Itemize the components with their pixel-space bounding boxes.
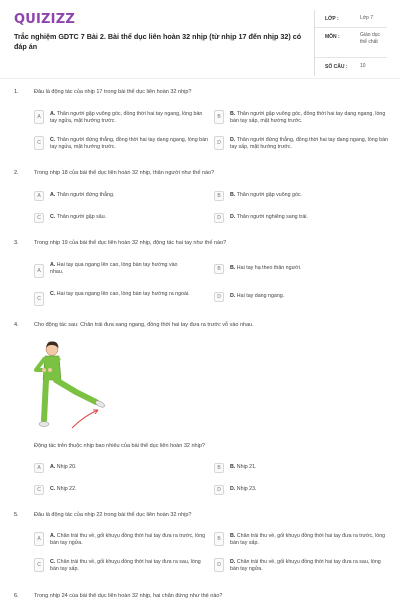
option-letter: D [214, 292, 224, 302]
question-1 [14, 89, 386, 159]
exercise-figure [14, 340, 134, 432]
option-text: Thân người gập vuông góc, đồng thời hai tay dang ngang, lòng bàn tay sấp, mặt hướng trước. [230, 111, 386, 124]
option-text: Thân người nghiêng sang trái. [236, 214, 308, 220]
question-6 [14, 593, 386, 600]
meta-lop-value: Lớp 7 [360, 15, 374, 21]
option-key: D. [230, 559, 236, 565]
option-text: Nhịp 20. [56, 464, 77, 470]
question-number: 3. [14, 240, 19, 246]
option-letter: D [214, 136, 224, 150]
question-3 [14, 240, 386, 310]
option-letter: A [34, 110, 44, 124]
question-text: Trong nhịp 24 của bài thể dục liên hoàn 32 nhịp, hai chân đứng như thế nào? [34, 593, 223, 599]
option-text: Nhịp 22. [56, 486, 77, 492]
question-text: Trong nhịp 18 của bài thể dục liên hoàn 32 nhịp, thân người như thế nào? [34, 170, 215, 176]
worksheet-title: Trắc nghiệm GDTC 7 Bài 2. Bài thể dục liên hoàn 32 nhịp (từ nhịp 17 đến nhịp 32) có đáp án [14, 32, 302, 51]
option-letter: A [34, 532, 44, 546]
option-letter: D [214, 213, 224, 223]
option-letter: B [214, 264, 224, 274]
option-text: Thân người gập vuông góc, đồng thời hai tay ngang, lòng bàn tay ngửa, mặt hướng trước. [50, 111, 203, 124]
option-letter: C [34, 558, 44, 572]
meta-lop-label: LỚP : [325, 16, 339, 22]
option-text: Chân trái thu về, gối khuỵu đồng thời hai tay đưa ra trước, lòng bàn tay ngửa. [50, 533, 206, 546]
question-5 [14, 512, 386, 582]
option-key: C. [50, 291, 56, 297]
option-text: Thân người gập sâu. [56, 214, 107, 220]
question-text: Cho động tác sau: Chân trái đưa sang ngang, đồng thời hai tay đưa ra trước vỗ vào nhau. [34, 322, 254, 328]
option-text: Hai tay qua ngang lên cao, lòng bàn tay hướng ra ngoài. [56, 291, 190, 297]
option-letter: D [214, 485, 224, 495]
option-letter: D [214, 558, 224, 572]
quizizz-logo: QUIZIZZ [14, 12, 75, 27]
option-letter: B [214, 463, 224, 473]
option-key: B. [230, 111, 236, 117]
meta-panel [314, 10, 386, 76]
option-letter: B [214, 532, 224, 546]
option-key: A. [50, 533, 56, 539]
option-key: C. [50, 559, 56, 565]
question-4-options [14, 458, 386, 494]
option-text: Hai tay dang ngang. [236, 293, 285, 299]
option-key: D. [230, 214, 236, 220]
meta-row-socau [315, 58, 387, 76]
option-letter: C [34, 292, 44, 306]
question-text: Trong nhịp 19 của bài thể dục liên hoàn 32 nhịp, động tác hai tay như thế nào? [34, 240, 227, 246]
option-letter: A [34, 264, 44, 278]
option-text: Chân trái thu về, gối khuỵu đồng thời hai tay đưa ra sau, lòng bàn tay sấp. [50, 559, 201, 572]
option-text: Thân người gập vuông góc. [236, 192, 303, 198]
meta-socau-label: SỐ CÂU : [325, 64, 348, 70]
option-text: Nhịp 23. [236, 486, 257, 492]
meta-row-lop [315, 10, 387, 28]
option-text: Nhịp 21. [236, 464, 257, 470]
option-letter: A [34, 463, 44, 473]
option-text: Hai tay qua ngang lên cao, lòng bàn tay hướng vào nhau. [50, 262, 178, 275]
option-text: Hai tay hạ theo thân người. [236, 265, 302, 271]
figure-head [46, 341, 59, 355]
question-number: 4. [14, 322, 19, 328]
option-key: A. [50, 464, 56, 470]
option-letter: A [34, 191, 44, 201]
question-4 [14, 322, 386, 334]
meta-socau-value: 10 [360, 63, 366, 69]
option-text: Chân trái thu về, gối khuỵu đồng thời hai tay đưa ra trước, lòng bàn tay sấp. [230, 533, 386, 546]
option-key: C. [50, 137, 56, 143]
option-key: B. [230, 533, 236, 539]
option-key: A. [50, 111, 56, 117]
option-key: D. [230, 137, 236, 143]
option-key: B. [230, 265, 236, 271]
question-4-followup: Động tác trên thuộc nhịp bao nhiêu của bài thể dục liên hoàn 32 nhịp? [34, 443, 205, 449]
option-letter: B [214, 191, 224, 201]
option-key: D. [230, 486, 236, 492]
question-text: Đâu là động tác của nhịp 22 trong bài thể dục liên hoàn 32 nhịp? [34, 512, 192, 518]
meta-mon-label: MÔN : [325, 34, 340, 40]
motion-arrow-icon [72, 410, 98, 428]
option-letter: B [214, 110, 224, 124]
option-letter: C [34, 485, 44, 495]
question-number: 6. [14, 593, 19, 599]
question-number: 5. [14, 512, 19, 518]
question-text: Đâu là động tác của nhịp 17 trong bài thể dục liên hoàn 32 nhịp? [34, 89, 192, 95]
option-key: C. [50, 486, 56, 492]
meta-row-mon [315, 28, 387, 58]
option-key: B. [230, 464, 236, 470]
option-key: A. [50, 262, 56, 268]
option-text: Thân người đứng thẳng, đồng thời hai tay dang ngang, lòng bàn tay sấp, mặt hướng trước. [230, 137, 388, 150]
question-2 [14, 170, 386, 230]
option-key: B. [230, 192, 236, 198]
option-key: C. [50, 214, 56, 220]
figure-legs [39, 380, 106, 427]
meta-mon-value: Giáo dục thể chất [360, 32, 381, 45]
option-key: D. [230, 293, 236, 299]
header-divider [0, 78, 400, 79]
worksheet-header [14, 10, 386, 68]
option-letter: C [34, 213, 44, 223]
option-text: Chân trái thu về, gối khuỵu đồng thời hai tay đưa ra sau, lòng bàn tay ngửa. [230, 559, 381, 572]
figure-torso [36, 356, 61, 380]
option-key: A. [50, 192, 56, 198]
question-number: 2. [14, 170, 19, 176]
option-text: Thân người đứng thẳng. [56, 192, 115, 198]
option-text: Thân người đứng thẳng, đồng thời hai tay dang ngang, lòng bàn tay ngửa, mặt hướng trước. [50, 137, 208, 150]
question-number: 1. [14, 89, 19, 95]
option-letter: C [34, 136, 44, 150]
